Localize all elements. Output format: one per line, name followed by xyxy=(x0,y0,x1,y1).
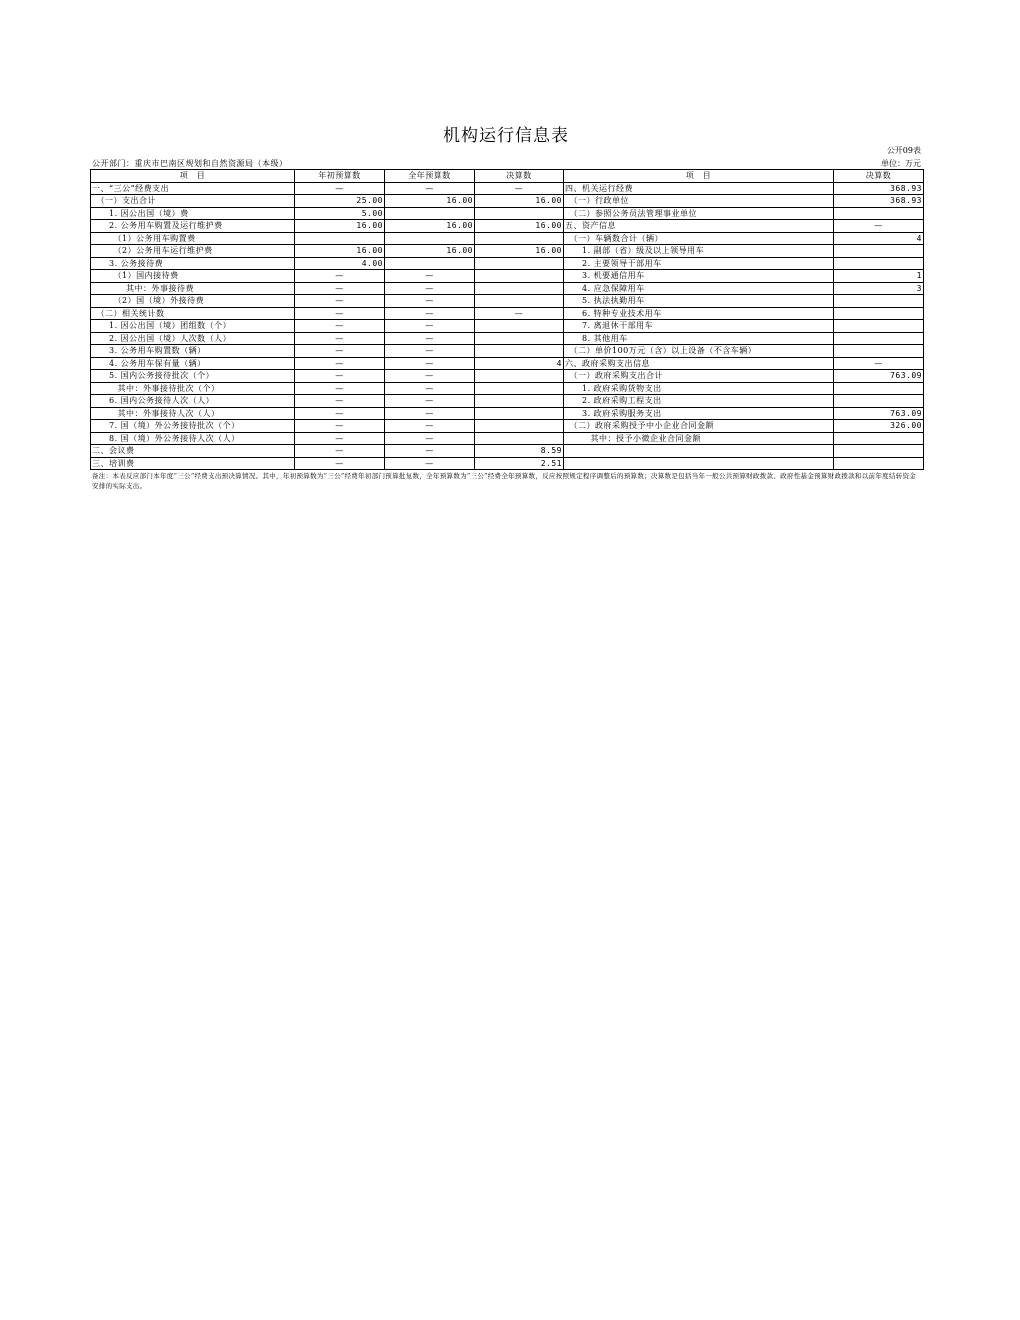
table-header-row xyxy=(91,170,924,183)
table-row xyxy=(91,407,924,420)
cell-budget-initial: — xyxy=(295,432,385,445)
cell-right-final xyxy=(834,320,924,333)
cell-right-final: — xyxy=(834,357,924,370)
table-row xyxy=(91,320,924,333)
cell-budget-annual: — xyxy=(385,332,475,345)
cell-budget-initial: — xyxy=(295,320,385,333)
cell-right-item xyxy=(564,457,834,470)
cell-budget-initial: — xyxy=(295,357,385,370)
cell-left-item: 二、会议费 xyxy=(91,445,295,458)
table-row xyxy=(91,395,924,408)
cell-right-item: 7. 离退休干部用车 xyxy=(564,320,834,333)
cell-final xyxy=(475,295,564,308)
cell-right-final: 368.93 xyxy=(834,195,924,208)
footnote: 备注：本表反应部门本年度“三公”经费支出预决算情况。其中，年初预算数为“三公”经费年初部门预算批复数，全年预算数为“三公”经费全年预算数，反应按照规定程序调整后的预算数；决算数是包括当年一般公共预算财政拨款、政府性基金预算财政拨款和以前年度结转资金安排的实际支出。 xyxy=(92,472,917,490)
cell-right-final xyxy=(834,332,924,345)
cell-final: 2.51 xyxy=(475,457,564,470)
table-row xyxy=(91,332,924,345)
cell-final: 16.00 xyxy=(475,245,564,258)
cell-right-item: 3. 机要通信用车 xyxy=(564,270,834,283)
cell-right-item: 8. 其他用车 xyxy=(564,332,834,345)
cell-left-item: 5. 国内公务接待批次（个） xyxy=(91,370,295,383)
cell-right-final: 4 xyxy=(834,232,924,245)
cell-budget-initial: — xyxy=(295,382,385,395)
table-row xyxy=(91,420,924,433)
cell-final xyxy=(475,420,564,433)
cell-budget-annual: — xyxy=(385,382,475,395)
cell-final: 16.00 xyxy=(475,220,564,233)
cell-left-item: 8. 国（境）外公务接待人次（人） xyxy=(91,432,295,445)
table-row xyxy=(91,457,924,470)
cell-budget-initial: — xyxy=(295,282,385,295)
cell-budget-annual: — xyxy=(385,345,475,358)
cell-right-final xyxy=(834,207,924,220)
cell-final xyxy=(475,382,564,395)
cell-left-item: （1）国内接待费 xyxy=(91,270,295,283)
cell-budget-annual xyxy=(385,232,475,245)
cell-right-final xyxy=(834,445,924,458)
cell-budget-initial: — xyxy=(295,345,385,358)
cell-left-item: 1. 因公出国（境）团组数（个） xyxy=(91,320,295,333)
cell-budget-initial: — xyxy=(295,445,385,458)
table-row xyxy=(91,357,924,370)
cell-left-item: 3. 公务用车购置数（辆） xyxy=(91,345,295,358)
cell-right-item: （一）政府采购支出合计 xyxy=(564,370,834,383)
cell-right-final: 368.93 xyxy=(834,182,924,195)
cell-right-item: 1. 副部（省）级及以上领导用车 xyxy=(564,245,834,258)
cell-budget-annual: — xyxy=(385,307,475,320)
cell-right-item: 2. 主要领导干部用车 xyxy=(564,257,834,270)
cell-right-final: 763.09 xyxy=(834,407,924,420)
header-final: 决算数 xyxy=(475,170,564,183)
cell-final xyxy=(475,370,564,383)
cell-final xyxy=(475,232,564,245)
cell-final xyxy=(475,345,564,358)
header-budget-initial: 年初预算数 xyxy=(295,170,385,183)
cell-budget-annual: — xyxy=(385,432,475,445)
table-row xyxy=(91,345,924,358)
cell-left-item: （1）公务用车购置费 xyxy=(91,232,295,245)
cell-right-final: 763.09 xyxy=(834,370,924,383)
cell-right-item xyxy=(564,445,834,458)
table-row xyxy=(91,382,924,395)
cell-right-item: 5. 执法执勤用车 xyxy=(564,295,834,308)
cell-final xyxy=(475,395,564,408)
cell-budget-initial: 25.00 xyxy=(295,195,385,208)
table-body xyxy=(91,182,924,470)
cell-right-final: 3 xyxy=(834,282,924,295)
cell-left-item: 其中：外事接待人次（人） xyxy=(91,407,295,420)
cell-budget-annual xyxy=(385,257,475,270)
table-row xyxy=(91,207,924,220)
cell-budget-initial: — xyxy=(295,295,385,308)
cell-right-item: 1. 政府采购货物支出 xyxy=(564,382,834,395)
table-row xyxy=(91,220,924,233)
cell-budget-initial: — xyxy=(295,270,385,283)
cell-budget-initial: — xyxy=(295,457,385,470)
institution-operation-table xyxy=(90,169,924,470)
cell-budget-annual: — xyxy=(385,420,475,433)
cell-budget-annual: — xyxy=(385,445,475,458)
cell-budget-initial: 5.00 xyxy=(295,207,385,220)
cell-budget-annual: — xyxy=(385,407,475,420)
table-row xyxy=(91,282,924,295)
cell-budget-annual: — xyxy=(385,295,475,308)
cell-final: — xyxy=(475,307,564,320)
unit-label: 单位：万元 xyxy=(881,159,921,168)
cell-final xyxy=(475,207,564,220)
cell-budget-annual: — xyxy=(385,320,475,333)
cell-final xyxy=(475,270,564,283)
cell-right-final xyxy=(834,345,924,358)
cell-final xyxy=(475,332,564,345)
cell-budget-initial: 16.00 xyxy=(295,220,385,233)
cell-budget-annual: 16.00 xyxy=(385,245,475,258)
cell-right-item: 2. 政府采购工程支出 xyxy=(564,395,834,408)
cell-final xyxy=(475,432,564,445)
cell-left-item: （2）国（境）外接待费 xyxy=(91,295,295,308)
table-row xyxy=(91,232,924,245)
cell-right-final xyxy=(834,257,924,270)
table-row xyxy=(91,445,924,458)
cell-budget-annual xyxy=(385,207,475,220)
cell-budget-annual: — xyxy=(385,370,475,383)
cell-right-item: 四、机关运行经费 xyxy=(564,182,834,195)
cell-budget-annual: — xyxy=(385,457,475,470)
cell-budget-annual: — xyxy=(385,182,475,195)
cell-left-item: 一、“三公”经费支出 xyxy=(91,182,295,195)
cell-left-item: 6. 国内公务接待人次（人） xyxy=(91,395,295,408)
cell-right-final: 1 xyxy=(834,270,924,283)
cell-final xyxy=(475,407,564,420)
cell-budget-initial: — xyxy=(295,407,385,420)
cell-budget-initial: — xyxy=(295,182,385,195)
cell-right-item: 五、资产信息 xyxy=(564,220,834,233)
cell-right-final xyxy=(834,245,924,258)
table-row xyxy=(91,195,924,208)
cell-left-item: 2. 公务用车购置及运行维护费 xyxy=(91,220,295,233)
cell-budget-annual: — xyxy=(385,270,475,283)
cell-right-item: 六、政府采购支出信息 xyxy=(564,357,834,370)
table-row xyxy=(91,245,924,258)
header-budget-annual: 全年预算数 xyxy=(385,170,475,183)
cell-budget-initial: — xyxy=(295,332,385,345)
cell-budget-initial: — xyxy=(295,420,385,433)
cell-right-item: （一）行政单位 xyxy=(564,195,834,208)
table-row xyxy=(91,432,924,445)
header-left-item: 项 目 xyxy=(91,170,295,183)
cell-final: 8.59 xyxy=(475,445,564,458)
cell-left-item: 其中：外事接待费 xyxy=(91,282,295,295)
cell-right-item: （一）车辆数合计（辆） xyxy=(564,232,834,245)
form-number: 公开09表 xyxy=(886,146,921,155)
cell-final xyxy=(475,320,564,333)
cell-budget-initial: — xyxy=(295,395,385,408)
cell-right-final xyxy=(834,457,924,470)
table-row xyxy=(91,370,924,383)
cell-final xyxy=(475,257,564,270)
table-title: 机构运行信息表 xyxy=(443,126,569,146)
cell-budget-annual: — xyxy=(385,395,475,408)
cell-left-item: 3. 公务接待费 xyxy=(91,257,295,270)
table-row xyxy=(91,295,924,308)
cell-right-item: 4. 应急保障用车 xyxy=(564,282,834,295)
cell-budget-initial: 4.00 xyxy=(295,257,385,270)
cell-right-final: — xyxy=(834,220,924,233)
table-row xyxy=(91,182,924,195)
cell-right-final xyxy=(834,295,924,308)
cell-left-item: 2. 因公出国（境）人次数（人） xyxy=(91,332,295,345)
table-row xyxy=(91,257,924,270)
cell-left-item: 4. 公务用车保有量（辆） xyxy=(91,357,295,370)
cell-right-item: （二）政府采购授予中小企业合同金额 xyxy=(564,420,834,433)
cell-final: 4 xyxy=(475,357,564,370)
cell-right-final xyxy=(834,382,924,395)
cell-left-item: （2）公务用车运行维护费 xyxy=(91,245,295,258)
cell-right-final: 326.00 xyxy=(834,420,924,433)
cell-left-item: 三、培训费 xyxy=(91,457,295,470)
cell-right-item: 6. 特种专业技术用车 xyxy=(564,307,834,320)
cell-right-final xyxy=(834,395,924,408)
cell-budget-annual: — xyxy=(385,282,475,295)
cell-budget-annual: 16.00 xyxy=(385,220,475,233)
cell-right-item: 其中：授予小微企业合同金额 xyxy=(564,432,834,445)
department-label: 公开部门：重庆市巴南区规划和自然资源局（本级） xyxy=(92,159,288,168)
cell-left-item: 其中：外事接待批次（个） xyxy=(91,382,295,395)
cell-final: 16.00 xyxy=(475,195,564,208)
cell-right-final xyxy=(834,307,924,320)
table-row xyxy=(91,307,924,320)
cell-budget-initial: — xyxy=(295,370,385,383)
cell-right-final xyxy=(834,432,924,445)
cell-left-item: （二）相关统计数 xyxy=(91,307,295,320)
cell-right-item: （二）参照公务员法管理事业单位 xyxy=(564,207,834,220)
table-row xyxy=(91,270,924,283)
cell-budget-initial: 16.00 xyxy=(295,245,385,258)
cell-left-item: 7. 国（境）外公务接待批次（个） xyxy=(91,420,295,433)
cell-budget-annual: 16.00 xyxy=(385,195,475,208)
header-right-final: 决算数 xyxy=(834,170,924,183)
cell-final xyxy=(475,282,564,295)
cell-right-item: 3. 政府采购服务支出 xyxy=(564,407,834,420)
cell-final: — xyxy=(475,182,564,195)
header-right-item: 项 目 xyxy=(564,170,834,183)
cell-budget-annual: — xyxy=(385,357,475,370)
cell-budget-initial: — xyxy=(295,307,385,320)
cell-left-item: 1. 因公出国（境）费 xyxy=(91,207,295,220)
cell-right-item: （二）单价100万元（含）以上设备（不含车辆） xyxy=(564,345,834,358)
cell-budget-initial xyxy=(295,232,385,245)
cell-left-item: （一）支出合计 xyxy=(91,195,295,208)
